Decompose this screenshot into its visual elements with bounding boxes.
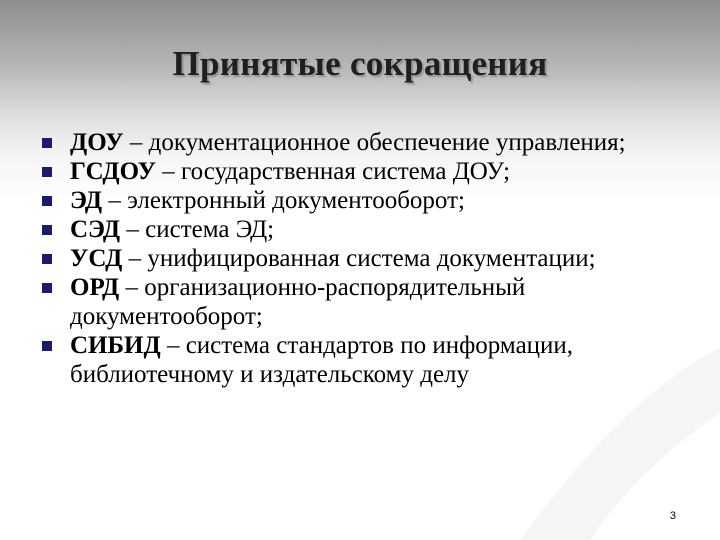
abbreviation-definition: – организационно-распорядительный документооборот; — [70, 274, 526, 330]
abbreviation-definition: – электронный документооборот; — [102, 187, 465, 214]
abbreviation: ГСДОУ — [70, 158, 156, 185]
abbreviation: СИБИД — [70, 332, 161, 359]
square-bullet-icon — [42, 341, 52, 351]
abbreviation-definition: – система стандартов по информации, библиотечному и издательскому делу — [70, 332, 574, 388]
list-item — [42, 128, 682, 157]
abbreviation: СЭД — [70, 216, 121, 243]
list-item — [42, 186, 682, 215]
abbreviation: ДОУ — [70, 129, 124, 156]
abbreviation-definition: – система ЭД; — [120, 216, 275, 243]
abbreviation: УСД — [70, 245, 123, 272]
slide-title: Принятые сокращения — [172, 44, 548, 83]
square-bullet-icon — [42, 254, 52, 264]
abbreviation-definition: – документационное обеспечение управления; — [123, 129, 626, 156]
list-item — [42, 273, 682, 331]
page-number: 3 — [669, 510, 676, 522]
square-bullet-icon — [42, 167, 52, 177]
abbreviation-list — [42, 128, 682, 389]
abbreviation-definition: – унифицированная система документации; — [122, 245, 596, 272]
list-item — [42, 331, 682, 389]
abbreviation: ЭД — [70, 187, 103, 214]
square-bullet-icon — [42, 283, 52, 293]
abbreviation: ОРД — [70, 274, 120, 301]
list-item — [42, 244, 682, 273]
list-item — [42, 157, 682, 186]
square-bullet-icon — [42, 225, 52, 235]
abbreviation-definition: – государственная система ДОУ; — [155, 158, 511, 185]
square-bullet-icon — [42, 138, 52, 148]
square-bullet-icon — [42, 196, 52, 206]
list-item — [42, 215, 682, 244]
